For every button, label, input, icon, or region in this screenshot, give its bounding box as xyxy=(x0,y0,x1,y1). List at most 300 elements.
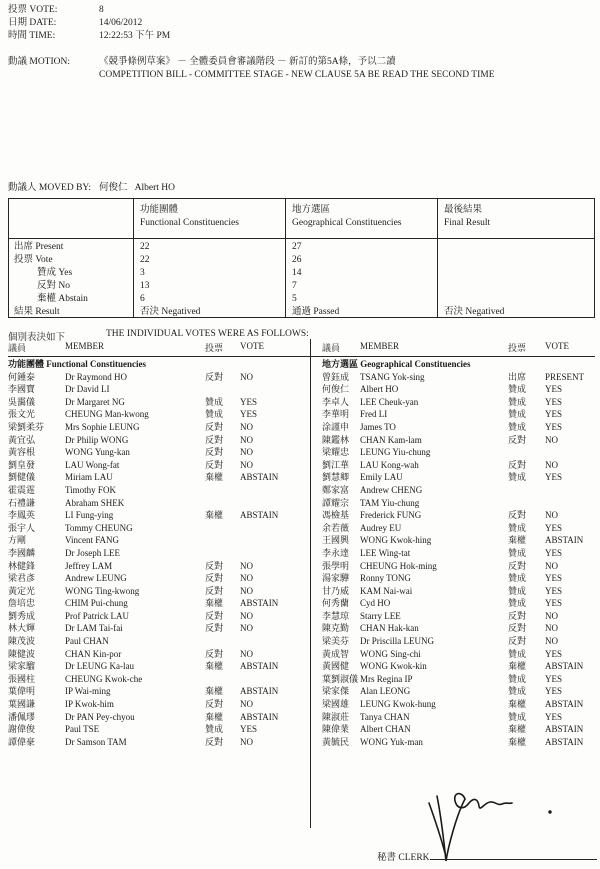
summary-row xyxy=(9,267,594,280)
vote-header-en: VOTE xyxy=(240,341,264,351)
member-row xyxy=(8,408,306,421)
summary-functional-value: 22 xyxy=(140,242,150,252)
member-vote-en: ABSTAIN xyxy=(240,472,279,483)
member-vote-en: ABSTAIN xyxy=(240,661,279,672)
member-vote-en: NO xyxy=(545,434,558,445)
member-row xyxy=(322,685,596,698)
member-name-en: CHEUNG Kwok-che xyxy=(65,673,143,684)
member-row xyxy=(8,660,306,673)
member-name-en: Prof Patrick LAU xyxy=(65,610,129,621)
member-name-zh: 石禮謙 xyxy=(8,497,36,508)
member-vote-en xyxy=(545,484,596,497)
member-row xyxy=(322,459,596,472)
member-vote-en xyxy=(240,522,306,535)
member-name-en: Emily LAU xyxy=(360,472,403,483)
member-row xyxy=(322,560,596,573)
member-row xyxy=(8,560,306,573)
member-row xyxy=(322,408,596,421)
member-name-en: WONG Ting-kwong xyxy=(65,585,140,596)
member-row xyxy=(8,698,306,711)
member-name-en: Dr Margaret NG xyxy=(65,396,125,407)
member-vote-zh xyxy=(508,446,545,459)
member-name-zh: 潘佩璆 xyxy=(8,711,36,722)
member-vote-en: ABSTAIN xyxy=(545,535,584,546)
member-vote-zh: 贊成 xyxy=(508,673,527,684)
member-name-en: TAM Yiu-chung xyxy=(360,497,420,508)
member-name-zh: 陳茂波 xyxy=(8,636,36,647)
member-name-en: CHAN Hak-kan xyxy=(360,623,419,634)
member-row xyxy=(8,673,306,686)
member-name-en: Mrs Sophie LEUNG xyxy=(65,421,140,432)
member-vote-en xyxy=(545,497,596,510)
member-vote-en xyxy=(545,446,596,459)
motion-label: 動議 MOTION: xyxy=(8,57,71,67)
member-name-en: LEE Wing-tat xyxy=(360,547,411,558)
member-vote-zh: 反對 xyxy=(508,610,527,621)
member-row xyxy=(8,471,306,484)
member-name-zh: 張國柱 xyxy=(8,673,36,684)
geographical-header-zh: 地方選區 xyxy=(292,205,331,215)
member-name-zh: 李永達 xyxy=(322,547,350,558)
member-name-zh: 方剛 xyxy=(8,535,27,546)
member-name-zh: 涂謹申 xyxy=(322,421,350,432)
member-vote-zh: 贊成 xyxy=(205,409,224,420)
member-row xyxy=(322,497,596,510)
member-row xyxy=(8,736,306,749)
signature-dot xyxy=(548,810,551,813)
member-row xyxy=(322,446,596,459)
member-vote-en: YES xyxy=(545,598,563,609)
member-header-zh: 議員 xyxy=(8,343,27,353)
member-name-en: Dr LAM Tai-fai xyxy=(65,623,123,634)
member-name-zh: 謝偉俊 xyxy=(8,724,36,735)
member-name-en: Dr Raymond HO xyxy=(65,371,127,382)
member-vote-zh: 反對 xyxy=(508,459,527,470)
member-vote-en: ABSTAIN xyxy=(545,736,584,747)
member-vote-en: YES xyxy=(545,686,563,697)
summary-header-empty xyxy=(9,204,133,238)
member-vote-zh xyxy=(205,635,240,648)
member-vote-en: PRESENT xyxy=(545,371,585,382)
votes-column-header xyxy=(322,341,596,358)
member-vote-en: NO xyxy=(240,648,253,659)
member-row xyxy=(8,685,306,698)
member-name-en: TSANG Yok-sing xyxy=(360,371,425,382)
member-name-zh: 林大輝 xyxy=(8,623,36,634)
member-vote-en: NO xyxy=(240,610,253,621)
member-name-en: WONG Kwok-hing xyxy=(360,535,432,546)
member-vote-zh: 棄權 xyxy=(205,686,224,697)
member-vote-en xyxy=(240,383,306,396)
vote-number-label: 投票 VOTE: xyxy=(8,5,58,15)
summary-header-final xyxy=(437,204,593,238)
member-name-en: IP Wai-ming xyxy=(65,686,111,697)
member-name-en: WONG Yung-kan xyxy=(65,447,130,458)
member-vote-en: NO xyxy=(545,636,558,647)
member-name-en: Tanya CHAN xyxy=(360,711,410,722)
member-vote-zh: 反對 xyxy=(205,648,224,659)
member-row xyxy=(8,396,306,409)
member-vote-zh: 棄權 xyxy=(508,736,527,747)
member-name-zh: 黃毓民 xyxy=(322,736,350,747)
member-vote-en: NO xyxy=(240,573,253,584)
member-row xyxy=(322,421,596,434)
member-vote-en: ABSTAIN xyxy=(240,598,279,609)
member-vote-en: YES xyxy=(545,472,563,483)
member-name-en: Albert HO xyxy=(360,384,399,395)
functional-header-zh: 功能團體 xyxy=(140,205,179,215)
member-vote-zh: 反對 xyxy=(508,636,527,647)
member-vote-zh: 反對 xyxy=(508,434,527,445)
final-result-header-zh: 最後結果 xyxy=(444,205,483,215)
member-vote-zh: 反對 xyxy=(508,510,527,521)
member-vote-zh xyxy=(205,547,240,560)
individual-votes-title-zh: 個別表決如下 xyxy=(8,333,66,343)
member-name-en: Tommy CHEUNG xyxy=(65,522,133,533)
member-vote-en: YES xyxy=(545,421,563,432)
member-row xyxy=(322,547,596,560)
member-row xyxy=(8,383,306,396)
summary-row-label: 結果 Result xyxy=(14,307,60,317)
member-vote-zh: 贊成 xyxy=(205,724,224,735)
member-name-en: Audrey EU xyxy=(360,522,402,533)
member-row xyxy=(322,723,596,736)
geographical-group-label: 地方選區 Geographical Constituencies xyxy=(322,359,471,369)
member-name-en: Starry LEE xyxy=(360,610,401,621)
member-vote-en: YES xyxy=(545,573,563,584)
member-name-zh: 劉健儀 xyxy=(8,472,36,483)
signature-stroke xyxy=(437,796,465,861)
member-row xyxy=(8,723,306,736)
member-vote-en: ABSTAIN xyxy=(545,724,584,735)
member-vote-en: NO xyxy=(240,736,253,747)
member-vote-en: ABSTAIN xyxy=(240,711,279,722)
member-name-en: Paul CHAN xyxy=(65,636,109,647)
member-name-en: CHEUNG Man-kwong xyxy=(65,409,149,420)
member-name-zh: 葉國謙 xyxy=(8,699,36,710)
member-name-zh: 張文光 xyxy=(8,409,36,420)
member-vote-zh: 棄權 xyxy=(508,724,527,735)
member-name-en: WONG Kwok-kin xyxy=(360,661,427,672)
member-vote-zh: 棄權 xyxy=(205,711,224,722)
member-name-en: Albert CHAN xyxy=(360,724,411,735)
member-vote-zh: 反對 xyxy=(205,699,224,710)
member-name-zh: 黃成智 xyxy=(322,648,350,659)
member-vote-zh: 反對 xyxy=(205,573,224,584)
member-vote-zh: 贊成 xyxy=(508,396,527,407)
member-name-zh: 陳鑑林 xyxy=(322,434,350,445)
member-vote-zh: 棄權 xyxy=(205,510,224,521)
member-name-en: IP Kwok-him xyxy=(65,699,114,710)
summary-row-label: 棄權 Abstain xyxy=(37,294,88,304)
member-row xyxy=(8,509,306,522)
member-name-zh: 梁國雄 xyxy=(322,699,350,710)
summary-row-label: 出席 Present xyxy=(14,242,64,252)
member-vote-en: YES xyxy=(545,384,563,395)
member-name-en: Dr LEUNG Ka-lau xyxy=(65,661,134,672)
final-result-header-en: Final Result xyxy=(444,218,491,228)
member-row xyxy=(322,698,596,711)
member-vote-zh: 反對 xyxy=(205,585,224,596)
member-vote-en: NO xyxy=(545,560,558,571)
member-row xyxy=(322,711,596,724)
member-vote-zh: 贊成 xyxy=(508,686,527,697)
member-name-en: LAU Kong-wah xyxy=(360,459,419,470)
table-divider xyxy=(437,199,438,317)
member-name-zh: 曾鈺成 xyxy=(322,371,350,382)
member-name-en: CHEUNG Hok-ming xyxy=(360,560,437,571)
member-name-zh: 李慧琼 xyxy=(322,610,350,621)
member-header-en: MEMBER xyxy=(360,341,400,351)
member-name-en: Cyd HO xyxy=(360,598,391,609)
motion-text xyxy=(99,56,495,82)
date-value: 14/06/2012 xyxy=(99,18,143,28)
member-name-en: Dr PAN Pey-chyou xyxy=(65,711,135,722)
summary-header-functional xyxy=(133,204,285,238)
member-row xyxy=(322,434,596,447)
member-row xyxy=(8,610,306,623)
member-row xyxy=(322,383,596,396)
member-name-zh: 何俊仁 xyxy=(322,384,350,395)
member-name-zh: 詹培忠 xyxy=(8,598,36,609)
member-name-zh: 梁美芬 xyxy=(322,636,350,647)
member-header-en: MEMBER xyxy=(65,341,105,351)
member-vote-en: YES xyxy=(545,648,563,659)
member-name-en: LI Fung-ying xyxy=(65,510,114,521)
member-vote-zh xyxy=(205,484,240,497)
member-name-zh: 陳克勤 xyxy=(322,623,350,634)
member-vote-en: YES xyxy=(240,409,258,420)
member-vote-en xyxy=(240,673,306,686)
member-row xyxy=(322,597,596,610)
member-vote-zh: 反對 xyxy=(205,447,224,458)
functional-header-en: Functional Constituencies xyxy=(140,218,239,228)
member-vote-zh: 贊成 xyxy=(508,384,527,395)
member-vote-en: YES xyxy=(240,724,258,735)
member-name-en: Dr David LI xyxy=(65,384,110,395)
member-name-en: LEE Cheuk-yan xyxy=(360,396,419,407)
summary-functional-value: 3 xyxy=(140,268,145,278)
member-name-zh: 劉皇發 xyxy=(8,459,36,470)
member-row xyxy=(322,635,596,648)
member-name-en: Jeffrey LAM xyxy=(65,560,113,571)
member-vote-zh: 贊成 xyxy=(508,421,527,432)
member-name-zh: 葉偉明 xyxy=(8,686,36,697)
member-vote-zh: 贊成 xyxy=(508,409,527,420)
member-row xyxy=(8,497,306,510)
member-vote-en: YES xyxy=(545,547,563,558)
member-vote-en xyxy=(240,534,306,547)
member-vote-zh: 反對 xyxy=(205,736,224,747)
member-vote-en: YES xyxy=(545,409,563,420)
member-vote-zh: 贊成 xyxy=(508,711,527,722)
summary-functional-value: 6 xyxy=(140,294,145,304)
summary-geographical-value: 14 xyxy=(292,268,302,278)
motion-text-en: COMPETITION BILL - COMMITTEE STAGE - NEW CLAUSE 5A BE READ THE SECOND TIME xyxy=(99,70,495,80)
member-vote-zh: 棄權 xyxy=(508,661,527,672)
member-name-zh: 李國寶 xyxy=(8,384,36,395)
member-name-zh: 梁家傑 xyxy=(322,686,350,697)
moved-by-label: 動議人 MOVED BY: xyxy=(8,183,92,193)
member-name-zh: 譚耀宗 xyxy=(322,497,350,508)
member-vote-en xyxy=(240,484,306,497)
member-row xyxy=(8,421,306,434)
member-row xyxy=(8,711,306,724)
geographical-votes-column xyxy=(322,341,596,748)
member-row xyxy=(322,622,596,635)
member-vote-en xyxy=(240,635,306,648)
member-row xyxy=(322,585,596,598)
functional-members-list xyxy=(8,371,306,749)
summary-geographical-value: 5 xyxy=(292,294,297,304)
clerk-label: 秘書 CLERK xyxy=(377,853,430,863)
member-vote-zh xyxy=(508,484,545,497)
member-vote-zh: 反對 xyxy=(205,610,224,621)
member-name-zh: 陳淑莊 xyxy=(322,711,350,722)
member-vote-zh: 反對 xyxy=(205,623,224,634)
member-vote-zh: 贊成 xyxy=(205,396,224,407)
summary-header-geographical xyxy=(285,204,437,238)
votes-column-header xyxy=(8,341,306,358)
summary-row xyxy=(9,241,594,254)
member-name-zh: 余若薇 xyxy=(322,522,350,533)
member-row xyxy=(8,572,306,585)
member-header-zh: 議員 xyxy=(322,343,341,353)
member-name-zh: 陳偉業 xyxy=(322,724,350,735)
member-vote-en: NO xyxy=(240,421,253,432)
summary-table xyxy=(8,198,595,318)
member-vote-zh: 贊成 xyxy=(508,585,527,596)
member-name-zh: 黃定光 xyxy=(8,585,36,596)
member-vote-en: YES xyxy=(545,522,563,533)
member-name-en: Vincent FANG xyxy=(65,535,120,546)
member-row xyxy=(8,585,306,598)
member-name-en: Dr Samson TAM xyxy=(65,736,127,747)
member-vote-en: NO xyxy=(240,371,253,382)
time-label: 時間 TIME: xyxy=(8,31,56,41)
member-vote-en: NO xyxy=(240,459,253,470)
member-vote-zh: 反對 xyxy=(205,371,224,382)
member-vote-zh: 贊成 xyxy=(508,472,527,483)
summary-row-label: 贊成 Yes xyxy=(37,268,73,278)
member-vote-zh: 贊成 xyxy=(508,598,527,609)
member-name-en: Andrew LEUNG xyxy=(65,573,127,584)
summary-final-value xyxy=(437,241,593,254)
clerk-signature-line xyxy=(430,859,597,860)
date-row xyxy=(8,17,170,30)
vote-info-block xyxy=(8,4,170,43)
summary-table-body xyxy=(9,239,594,319)
member-row xyxy=(8,371,306,384)
member-name-zh: 甘乃威 xyxy=(322,585,350,596)
date-label: 日期 DATE: xyxy=(8,18,57,28)
vote-header-zh: 投票 xyxy=(508,343,527,353)
member-vote-zh: 贊成 xyxy=(508,648,527,659)
member-name-en: Abraham SHEK xyxy=(65,497,125,508)
member-vote-en: NO xyxy=(240,447,253,458)
member-vote-en: ABSTAIN xyxy=(240,686,279,697)
member-name-zh: 劉秀成 xyxy=(8,610,36,621)
member-row xyxy=(322,371,596,384)
member-name-en: Alan LEONG xyxy=(360,686,411,697)
member-vote-zh: 贊成 xyxy=(508,547,527,558)
member-name-zh: 何鍾泰 xyxy=(8,371,36,382)
member-vote-zh: 贊成 xyxy=(508,573,527,584)
summary-geographical-value: 7 xyxy=(292,281,297,291)
member-name-zh: 林健鋒 xyxy=(8,560,36,571)
summary-row-label: 投票 Vote xyxy=(14,255,53,265)
member-name-en: Andrew CHENG xyxy=(360,484,423,495)
member-row xyxy=(8,522,306,535)
member-name-en: Ronny TONG xyxy=(360,573,411,584)
time-value: 12:22:53 下午 PM xyxy=(99,31,171,41)
member-name-zh: 葉劉淑儀 xyxy=(322,673,359,684)
member-vote-zh: 棄權 xyxy=(205,598,224,609)
summary-functional-value: 否決 Negatived xyxy=(140,307,201,317)
member-row xyxy=(8,534,306,547)
member-name-en: Dr Priscilla LEUNG xyxy=(360,636,434,647)
member-row xyxy=(322,484,596,497)
member-vote-zh: 贊成 xyxy=(508,522,527,533)
member-name-zh: 黃容根 xyxy=(8,447,36,458)
summary-row-label: 反對 No xyxy=(37,281,70,291)
member-name-en: LAU Wong-fat xyxy=(65,459,120,470)
member-name-en: Frederick FUNG xyxy=(360,510,422,521)
member-name-en: Mrs Regina IP xyxy=(360,673,413,684)
member-name-en: Dr Philip WONG xyxy=(65,434,129,445)
summary-functional-value: 13 xyxy=(140,281,150,291)
member-vote-zh: 反對 xyxy=(205,421,224,432)
member-row xyxy=(322,660,596,673)
member-row xyxy=(322,736,596,749)
motion-text-zh: 《競爭條例草案》 － 全體委員會審議階段 － 新訂的第5A條，予以二讀 xyxy=(99,57,396,67)
member-vote-en: ABSTAIN xyxy=(545,661,584,672)
member-vote-en: NO xyxy=(545,510,558,521)
summary-row xyxy=(9,293,594,306)
member-row xyxy=(322,471,596,484)
member-name-en: CHIM Pui-chung xyxy=(65,598,128,609)
table-divider xyxy=(285,199,286,317)
member-vote-en: NO xyxy=(240,585,253,596)
member-name-en: KAM Nai-wai xyxy=(360,585,413,596)
member-row xyxy=(8,434,306,447)
member-name-zh: 張宇人 xyxy=(8,522,36,533)
member-row xyxy=(322,648,596,661)
member-row xyxy=(322,572,596,585)
member-vote-en: NO xyxy=(240,699,253,710)
member-name-en: Paul TSE xyxy=(65,724,100,735)
member-name-en: WONG Yuk-man xyxy=(360,736,423,747)
functional-group-label: 功能團體 Functional Constituencies xyxy=(8,359,147,369)
member-name-zh: 王國興 xyxy=(322,535,350,546)
member-name-zh: 梁劉柔芬 xyxy=(8,421,45,432)
member-vote-en: YES xyxy=(545,673,563,684)
member-name-zh: 譚偉豪 xyxy=(8,736,36,747)
member-name-zh: 吳靄儀 xyxy=(8,396,36,407)
geographical-header-en: Geographical Constituencies xyxy=(292,218,402,228)
member-vote-zh: 出席 xyxy=(508,371,527,382)
functional-votes-column xyxy=(8,341,306,748)
member-name-zh: 黃國健 xyxy=(322,661,350,672)
member-vote-en: ABSTAIN xyxy=(240,510,279,521)
member-name-zh: 霍震霆 xyxy=(8,484,36,495)
member-vote-en: NO xyxy=(240,560,253,571)
member-vote-zh: 反對 xyxy=(508,560,527,571)
member-name-zh: 梁家騮 xyxy=(8,661,36,672)
member-vote-en: NO xyxy=(545,610,558,621)
member-vote-zh xyxy=(205,534,240,547)
summary-final-value xyxy=(437,254,593,267)
